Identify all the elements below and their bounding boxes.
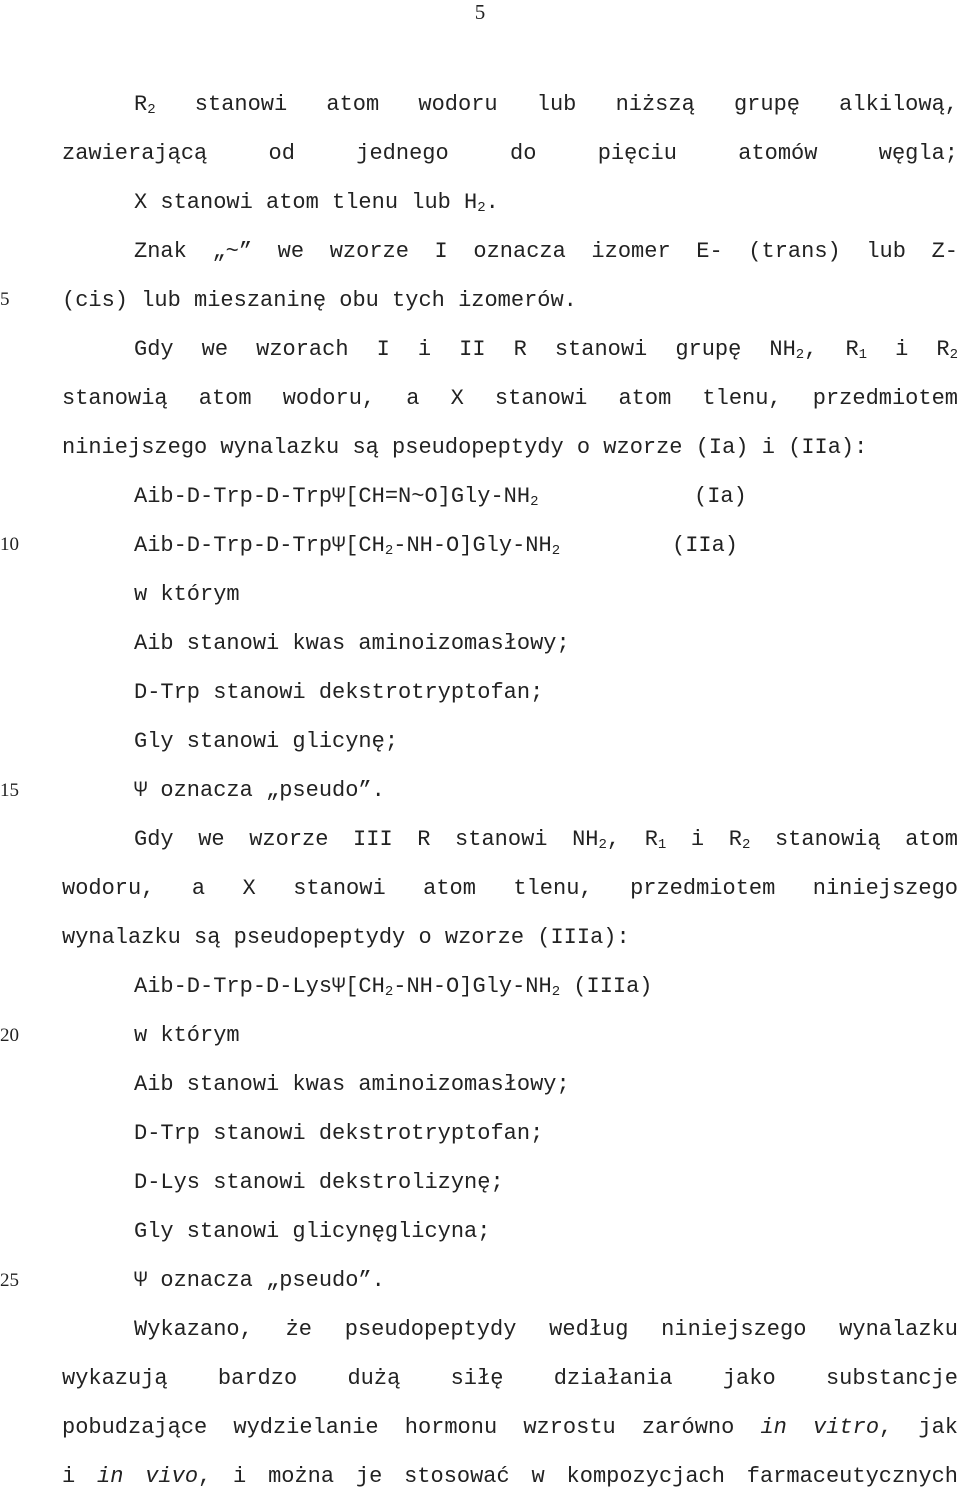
text-line: $R_2$ stanowi atom wodoru lub niższą grupę alkilową, (134, 92, 958, 118)
text-line: Gdy we wzorach I i II R stanowi grupę $NH_2$, $R_1$ i $R_2$ (134, 337, 959, 363)
margin-line-number: 15 (0, 780, 19, 801)
text-line: zawierającą od jednego do pięciu atomów węgla; (62, 141, 958, 166)
formula-ia: Aib-$D-Trp-D-Trp\Psi[CH=N\sim O]Gly-NH_2$ (134, 484, 539, 510)
page-number: 5 (474, 0, 486, 24)
text-line: (cis) lub mieszaninę obu tych izomerów. (62, 288, 577, 313)
text-line: D-Trp stanowi dekstrotryptofan; (134, 1121, 544, 1146)
text-line: pobudzające wydzielanie hormonu wzrostu zarówno in vitro, jak (62, 1415, 959, 1440)
margin-line-number: 10 (0, 534, 19, 555)
text-line: D-Trp stanowi dekstrotryptofan; (134, 680, 544, 705)
text-line: Znak „~” we wzorze I oznacza izomer E- (trans) lub Z- (134, 239, 958, 264)
text-line: i in vivo, i można je stosować w kompozycjach farmaceutycznych (62, 1464, 959, 1489)
text-line: Ψ oznacza „pseudo”. (134, 1268, 385, 1293)
text-line: stanowią atom wodoru, a X stanowi atom tlenu, przedmiotem (62, 386, 958, 411)
text-line: X stanowi atom tlenu lub $H_2$. (134, 190, 499, 216)
text-line: Gdy we wzorze III R stanowi $NH_2$, $R_1$ i $R_2$ stanowią atom (134, 827, 958, 853)
formula-label: (IIa) (672, 533, 739, 558)
text-line: Gly stanowi glicynęglicyna; (134, 1219, 491, 1244)
text-line: niniejszego wynalazku są pseudopeptydy o wzorze (Ia) i (IIa): (62, 435, 868, 460)
text-line: wodoru, a X stanowi atom tlenu, przedmiotem niniejszego (62, 876, 958, 901)
formula-iiia: Aib-$D-Trp-D-Lys\Psi[CH_2-NH-O]Gly-NH_2$ (IIIa) (134, 974, 653, 1000)
text-line: wykazują bardzo dużą siłę działania jako substancje (62, 1366, 958, 1391)
margin-line-number: 20 (0, 1025, 19, 1046)
text-line: w którym (134, 1023, 240, 1048)
text-line: wynalazku są pseudopeptydy o wzorze (IIIa): (62, 925, 630, 950)
margin-line-number: 25 (0, 1270, 19, 1291)
text-line: Wykazano, że pseudopeptydy według niniejszego wynalazku (134, 1317, 958, 1342)
text-line: Gly stanowi glicynę; (134, 729, 399, 754)
formula-label: (Ia) (694, 484, 747, 509)
text-line: Aib stanowi kwas aminoizomasłowy; (134, 631, 570, 656)
text-line: w którym (134, 582, 240, 607)
text-line: Ψ oznacza „pseudo”. (134, 778, 385, 803)
formula-iia: Aib-$D-Trp-D-Trp\Psi[CH_2-NH-O]Gly-NH_2$ (134, 533, 561, 559)
text-line: Aib stanowi kwas aminoizomasłowy; (134, 1072, 570, 1097)
text-line: D-Lys stanowi dekstrolizynę; (134, 1170, 504, 1195)
margin-line-number: 5 (0, 289, 10, 310)
